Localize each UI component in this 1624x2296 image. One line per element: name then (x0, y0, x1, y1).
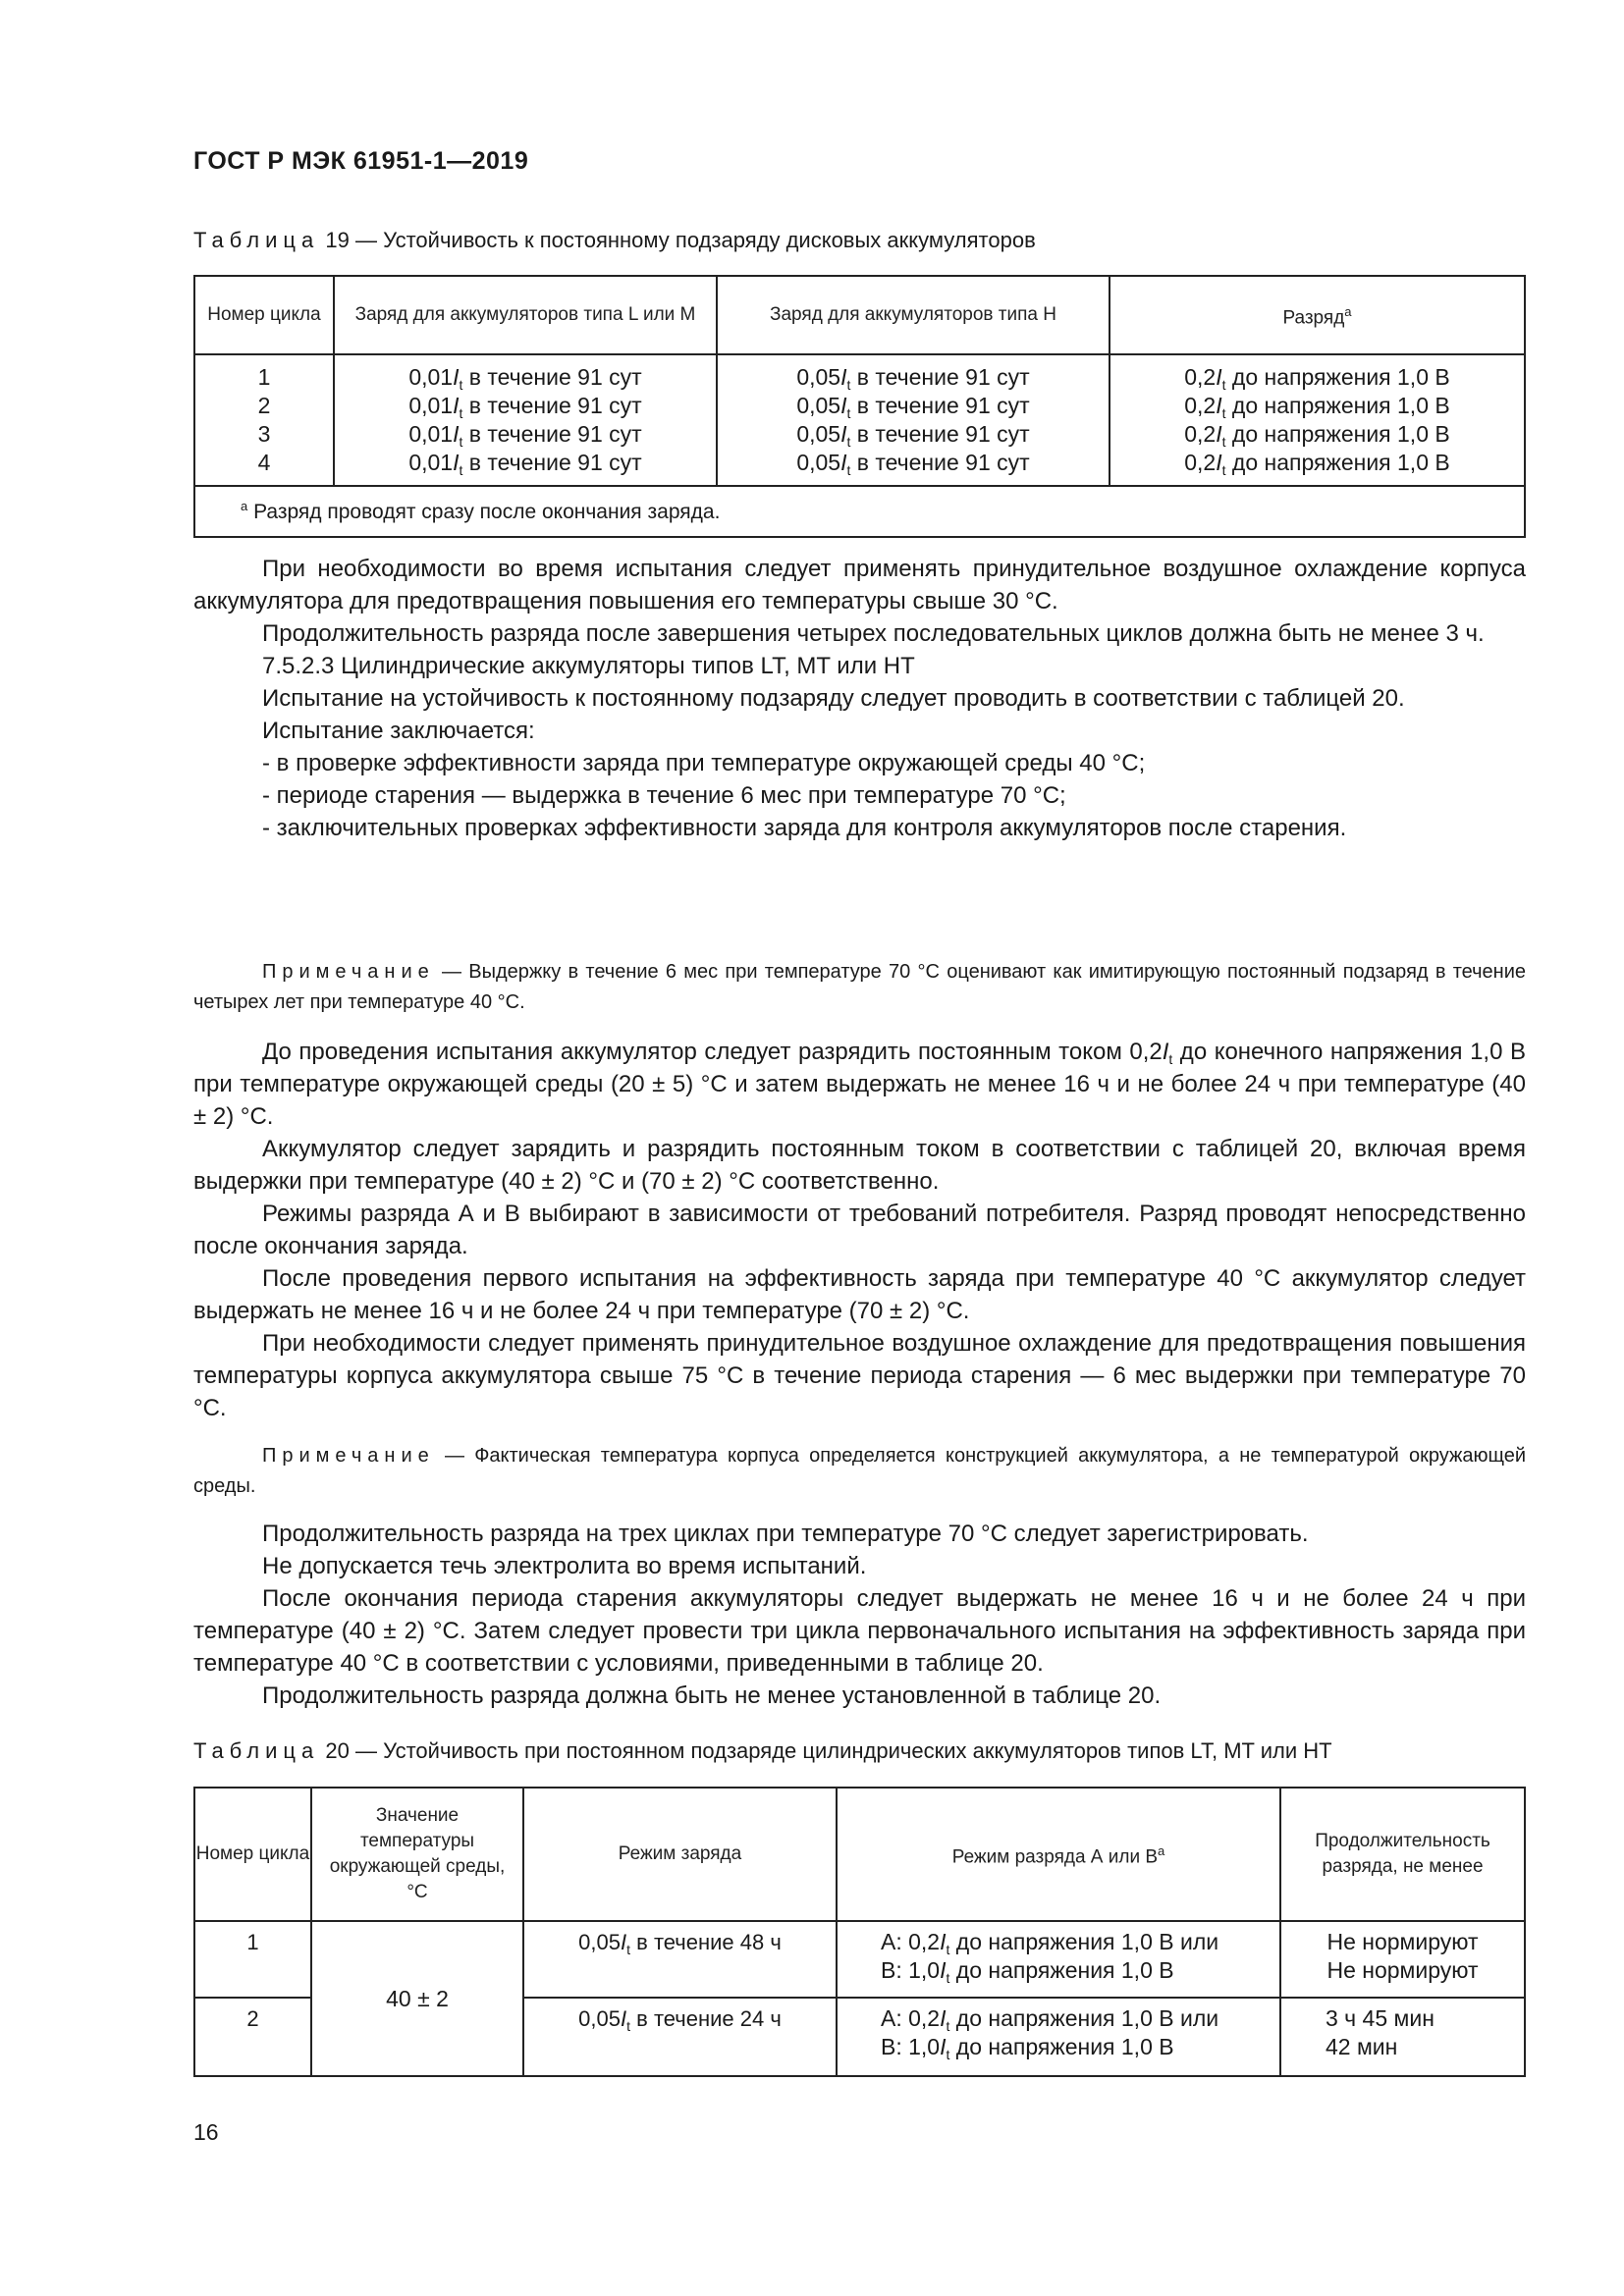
table-19 (193, 275, 1526, 538)
t20-charge: $0,05I_t$ в течение 24 ч (523, 1998, 837, 2076)
paragraph: До проведения испытания аккумулятор следует разрядить постоянным током $0,2I_t$ до конечного напряжения 1,0 В при температуре окружающей среды (20 ± 5) °С и затем выдержать не менее 16 ч и не более 24 ч при температуре (40 ± 2) °С. (193, 1039, 1526, 1130)
t19-discharge-line: $0,2I_t$ до напряжения 1,0 В (1184, 364, 1450, 393)
table-20 (193, 1787, 1526, 2077)
t19-header-charge-lm: Заряд для аккумуляторов типа L или M (334, 276, 717, 354)
t20-discharge: А: $0,2I_t$ до напряжения 1,0 В или В: $1,0I_t$ до напряжения 1,0 В (837, 1998, 1280, 2076)
section-heading: 7.5.2.3 Цилиндрические аккумуляторы типов LT, MT или HT (262, 653, 915, 679)
paragraph: Продолжительность разряда на трех циклах при температуре 70 °С следует зарегистрировать. (262, 1521, 1309, 1547)
t20-header-footnote-mark: a (1158, 1842, 1165, 1858)
t20-header-discharge (837, 1788, 1280, 1921)
t20-charge: $0,05I_t$ в течение 48 ч (523, 1921, 837, 1998)
body-text-a (193, 553, 1526, 844)
t19-cycle-cell (194, 354, 334, 486)
note-2 (193, 1441, 1526, 1502)
t19-header-footnote-mark: a (1344, 303, 1352, 319)
t20-temperature: 40 ± 2 (311, 1921, 523, 2076)
paragraph: Продолжительность разряда после завершения четырех последовательных циклов должна быть не менее 3 ч. (262, 620, 1485, 647)
table20-caption-text: 20 — Устойчивость при постоянном подзаряде цилиндрических аккумуляторов типов LT, MT или HT (325, 1738, 1332, 1763)
paragraph: При необходимости во время испытания следует применять принудительное воздушное охлаждение корпуса аккумулятора для предотвращения повышения его температуры свыше 30 °С. (193, 556, 1526, 614)
t19-charge-lm-line: $0,01I_t$ в течение 91 сут (408, 393, 642, 421)
t20-header-discharge-label: Режим разряда А или В (951, 1846, 1159, 1868)
page-number: 16 (193, 2119, 219, 2145)
note-label: Примечание (262, 1445, 435, 1467)
note-1 (193, 957, 1526, 1018)
note-text: — Выдержку в течение 6 мес при температуре 70 °С оценивают как имитирующую постоянный подзаряд в течение четырех лет при температуре 40 °С. (193, 961, 1526, 1013)
document-header: ГОСТ Р МЭК 61951-1—2019 (193, 147, 529, 175)
paragraph: Не допускается течь электролита во время испытаний. (262, 1553, 867, 1579)
table20-caption-label: Таблица (193, 1738, 320, 1763)
t20-duration: 3 ч 45 мин 42 мин (1280, 1998, 1525, 2076)
t19-discharge-cell (1110, 354, 1525, 486)
table19-caption-label: Таблица (193, 228, 320, 252)
t20-duration: Не нормируют Не нормируют (1280, 1921, 1525, 1998)
t19-header-discharge (1110, 276, 1525, 354)
t20-discharge: А: $0,2I_t$ до напряжения 1,0 В или В: $1,0I_t$ до напряжения 1,0 В (837, 1921, 1280, 1998)
note-text: — Фактическая температура корпуса определяется конструкцией аккумулятора, а не температурой окружающей среды. (193, 1445, 1526, 1497)
t19-cycle: 3 (257, 421, 271, 447)
paragraph: После окончания периода старения аккумуляторы следует выдержать не менее 16 ч и не более 24 ч при температуре (40 ± 2) °С. Затем следует провести три цикла первоначального испытания на эффективность заряда при температуре 40 °С в соответствии с условиями, приведенными в таблице 20. (193, 1585, 1526, 1677)
paragraph: После проведения первого испытания на эффективность заряда при температуре 40 °С аккумулятор следует выдержать не менее 16 ч и не более 24 ч при температуре (70 ± 2) °С. (193, 1265, 1526, 1324)
t20-cycle: 1 (194, 1921, 311, 1998)
note-label: Примечание (262, 961, 435, 983)
paragraph: Испытание заключается: (262, 718, 535, 744)
table19-caption (193, 228, 1036, 253)
t19-discharge-line: $0,2I_t$ до напряжения 1,0 В (1184, 421, 1450, 450)
t19-charge-lm-line: $0,01I_t$ в течение 91 сут (408, 450, 642, 478)
t19-charge-lm-line: $0,01I_t$ в течение 91 сут (408, 421, 642, 450)
body-text-b (193, 1036, 1526, 1424)
t19-charge-h-line: $0,05I_t$ в течение 91 сут (796, 364, 1030, 393)
t19-discharge-line: $0,2I_t$ до напряжения 1,0 В (1184, 393, 1450, 421)
t20-cycle: 2 (194, 1998, 311, 2076)
paragraph: Испытание на устойчивость к постоянному подзаряду следует проводить в соответствии с таблицей 20. (262, 685, 1405, 712)
table20-caption (193, 1738, 1332, 1764)
list-item: - в проверке эффективности заряда при температуре окружающей среды 40 °С; (262, 750, 1146, 776)
list-item: - периоде старения — выдержка в течение 6 мес при температуре 70 °С; (262, 782, 1066, 809)
paragraph: Продолжительность разряда должна быть не менее установленной в таблице 20. (262, 1682, 1162, 1709)
t19-discharge-line: $0,2I_t$ до напряжения 1,0 В (1184, 450, 1450, 478)
table19-caption-text: 19 — Устойчивость к постоянному подзаряду дисковых аккумуляторов (325, 228, 1036, 252)
t19-charge-h-line: $0,05I_t$ в течение 91 сут (796, 450, 1030, 478)
t20-header-duration: Продолжительность разряда, не менее (1280, 1788, 1525, 1921)
list-item: - заключительных проверках эффективности заряда для контроля аккумуляторов после старения. (262, 815, 1347, 841)
t19-charge-lm-line: $0,01I_t$ в течение 91 сут (408, 364, 642, 393)
t19-cycle: 4 (257, 450, 271, 475)
t19-footnote-mark: a (241, 499, 248, 513)
paragraph: Режимы разряда А и В выбирают в зависимости от требований потребителя. Разряд проводят непосредственно после окончания заряда. (193, 1201, 1526, 1259)
t19-header-discharge-label: Разряд (1282, 307, 1345, 329)
t19-cycle: 1 (257, 364, 271, 390)
t20-header-charge: Режим заряда (523, 1788, 837, 1921)
t19-header-charge-h: Заряд для аккумуляторов типа H (717, 276, 1110, 354)
t19-charge-h-cell (717, 354, 1110, 486)
paragraph: Аккумулятор следует зарядить и разрядить постоянным током в соответствии с таблицей 20, включая время выдержки при температуре (40 ± 2) °С и (70 ± 2) °С соответственно. (193, 1136, 1526, 1195)
body-text-c (193, 1518, 1526, 1712)
t20-header-cycle: Номер цикла (194, 1788, 311, 1921)
paragraph: При необходимости следует применять принудительное воздушное охлаждение для предотвращения повышения температуры корпуса аккумулятора свыше 75 °С в течение периода старения — 6 мес выдержки при температуре 70 °С. (193, 1330, 1526, 1421)
t19-cycle: 2 (257, 393, 271, 418)
t20-header-temperature: Значение температуры окружающей среды, °С (311, 1788, 523, 1921)
t19-charge-lm-cell (334, 354, 717, 486)
t19-charge-h-line: $0,05I_t$ в течение 91 сут (796, 393, 1030, 421)
t19-footnote-text: Разряд проводят сразу после окончания заряда. (253, 501, 721, 523)
t19-header-cycle: Номер цикла (194, 276, 334, 354)
t19-charge-h-line: $0,05I_t$ в течение 91 сут (796, 421, 1030, 450)
t19-footnote (194, 486, 1525, 537)
